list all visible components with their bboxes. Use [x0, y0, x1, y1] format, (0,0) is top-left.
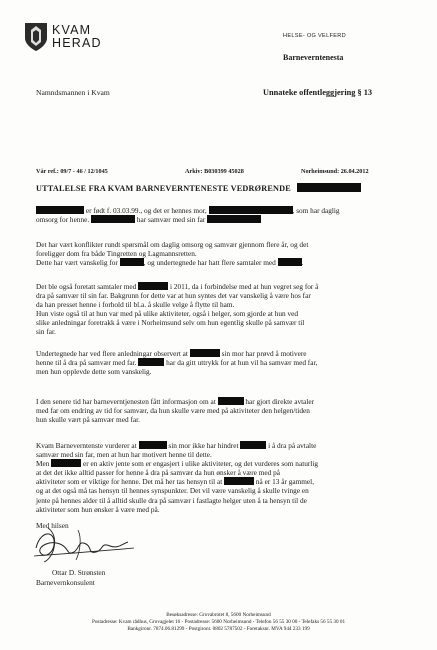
redacted-name: [278, 258, 302, 266]
text: slike anledningar foretrakk å være i Norheimsund selv om hun egentlig skulle på samvær til: [36, 318, 305, 328]
text: har samvær med sin far: [136, 215, 206, 225]
redacted-name: [190, 349, 220, 357]
letter-title: [36, 183, 361, 193]
signer-title: Barnevernkonsulent: [36, 578, 95, 587]
text: men hun opplevde dette som vanskelig.: [36, 367, 152, 377]
text: dra på samvær til sin far. Bakgrunn for dette var at hun syntes det var vanskelig å være hos far: [36, 291, 311, 301]
paragraph-4: [36, 349, 408, 376]
department: HELSE- OG VELFERD: [283, 33, 346, 39]
text: i å dra på avtalte: [268, 441, 317, 450]
text: henne til å dra på samvær med far.: [36, 358, 137, 368]
redacted-name: [207, 215, 261, 223]
redacted-name: [224, 477, 254, 485]
text: sin mor har prøvd å motivere: [221, 349, 307, 358]
text: Det ble også foretatt samtaler med: [36, 282, 137, 291]
text: aktiviteter som hun ønsker å være med på.: [36, 504, 160, 514]
place-date: Norheimsund: 26.04.2012: [301, 168, 369, 175]
text: .: [301, 258, 304, 268]
redacted-name: [139, 441, 167, 449]
text: Men: [36, 459, 50, 469]
signer-name: Ottar D. Strønsten: [52, 568, 106, 577]
paragraph-5: [36, 397, 408, 424]
text: aktiviteter som er viktige for henne. Det må her tas hensyn til at: [36, 477, 223, 487]
redacted-name: [297, 183, 361, 192]
footer-postal-address: Postadresse: Kvam rådhus, Grovagjelet 16 - Postadresse: 5600 Norheimsund - Telefon 56 55 30 00 - Telefaks 56 55 30 01: [91, 619, 346, 625]
text: har gjort direkte avtaler: [245, 397, 315, 406]
text: I den senere tid har barneverntjenesten fått informasjon om at: [36, 397, 216, 406]
redacted-name: [240, 441, 266, 449]
text: at det det ikke alltid passer for henne å dra på samvær da hun ønsker å være med på: [36, 468, 280, 478]
text: og at det også må tas hensyn til hennes synspunkter. Det vil være vanskelig å skulle tvinge en: [36, 486, 309, 496]
text: da han presset henne i forhold til bl.a. å skulle velge å flytte til ham.: [36, 300, 235, 310]
paragraph-3: [36, 282, 408, 337]
text: Hun viste også til at hun var med på ulike aktiviteter, også i helger, som gjorde at hun ved: [36, 309, 299, 319]
text: sin mor ikke har hindret: [168, 441, 239, 450]
text: , som har daglig: [292, 206, 340, 215]
unit-name: Barneverntenesta: [283, 53, 344, 62]
text: jente på hennes alder til å alltid skulle dra på samvær i fastlagte helger uten å ta hensyn til de: [36, 495, 307, 505]
redacted-name: [36, 206, 84, 214]
text: er en aktiv jente som er engasjert i ulike aktiviteter, og det vurderes som naturlig: [83, 459, 319, 469]
text: er født f. 03.03.99., og det er hennes mor,: [85, 206, 207, 215]
closing: Med hilsen: [36, 521, 69, 530]
redacted-name: [91, 215, 135, 223]
redacted-name: [51, 459, 81, 467]
paragraph-2: [36, 240, 408, 267]
org-name: [52, 24, 102, 50]
footer: [0, 612, 437, 633]
text: sin far.: [36, 327, 56, 337]
redacted-name: [209, 206, 293, 214]
classification: Unnateke offentleggjering § 13: [263, 88, 372, 97]
archive-reference: Arkiv: B030399 45028: [185, 168, 244, 175]
footer-visit-address: Besøksadresse: Grovabrotet 8, 5600 Norheimsund: [166, 612, 271, 618]
redacted-name: [218, 397, 244, 405]
paragraph-1: [36, 206, 408, 224]
org-name-line2: HERAD: [52, 36, 102, 50]
letter-title-text: UTTALELSE FRA KVAM BARNEVERNTENESTE VEDRØRENDE: [36, 184, 291, 193]
text: i 2011, da i forbindelse med at hun vegret seg for å: [169, 282, 319, 291]
text: hun skulle vært på samvær med far.: [36, 415, 140, 425]
text: Det har vært konflikter rundt spørsmål om daglig omsorg og samvær gjennom flere år, og det: [36, 240, 309, 249]
text: nå er 13 år gammel,: [255, 477, 315, 487]
text: med far om endring av tid for samvær, da hun skulle være med på aktiviteter den helgen/tiden: [36, 406, 310, 416]
text: foreligger dom fra både Tingretten og Lagmannsretten.: [36, 249, 197, 259]
text: , og undertegnede har hatt flere samtaler med: [143, 258, 276, 268]
text: Undertegnede har ved flere anledningar observert at: [36, 349, 188, 358]
paragraph-6: [36, 441, 408, 514]
municipal-crest: [24, 22, 48, 52]
redacted-name: [138, 282, 168, 290]
recipient: Namndsmannen i Kvam: [36, 88, 110, 97]
text: samvær med sin far, men at hun har motivert henne til dette.: [36, 450, 212, 460]
text: Dette har vært vanskelig for: [36, 258, 118, 268]
our-reference: Vår ref.: 09/7 - 46 / 12/1045: [36, 168, 108, 175]
org-name-line1: KVAM: [52, 23, 92, 37]
text: omsorg for henne.: [36, 215, 90, 225]
handwritten-signature: [30, 522, 140, 566]
redacted-name: [120, 258, 144, 266]
redacted-name: [138, 358, 164, 366]
text: har da gitt uttrykk for at hun vil ha samvær med far,: [166, 358, 318, 368]
footer-bank-details: Bankgironr. 7874.06.81299 - Postgironr. 0802 5787502 - Foretaksnr. MVA 944 233 199: [127, 626, 310, 632]
text: Kvam Barneverntenste vurderer at: [36, 441, 137, 450]
